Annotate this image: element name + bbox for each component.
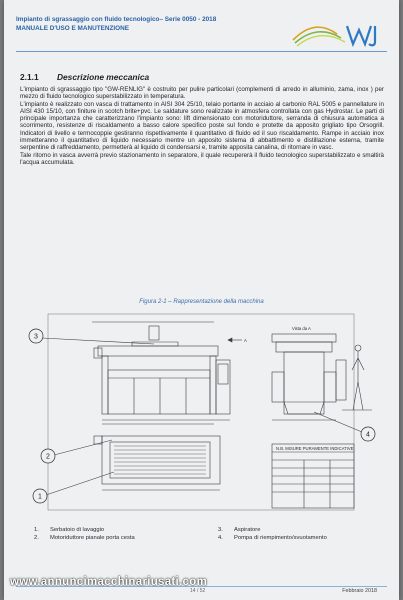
section-number: 2.1.1 xyxy=(20,72,39,82)
view-label: Vista da A xyxy=(292,326,311,331)
page-number: 14 / 52 xyxy=(190,588,206,594)
legend-item: 2. Motoriduttore pianale porta cesta xyxy=(34,535,135,541)
footer-date: Febbraio 2018 xyxy=(342,588,377,594)
header-title: Impianto di sgrassaggio con fluido tecnologico– Serie 0050 - 2018 xyxy=(16,16,217,23)
legend-item: 1. Serbatoio di lavaggio xyxy=(34,527,105,533)
arrow-label: A xyxy=(244,338,247,343)
machine-drawing xyxy=(14,312,390,520)
page-header xyxy=(16,14,387,52)
description-text xyxy=(20,86,384,166)
legend-item: 3. Aspiratore xyxy=(218,527,261,533)
legend-left xyxy=(34,526,135,542)
paragraph: Tale ritorno in vasca avverrà previo stazionamento in separatore, il quale recupererà il fluido tecnologico superstabilizzato e smaltirà l'acqua accumulata. xyxy=(20,151,384,166)
watermark: www.annuncimacchinariusati.com xyxy=(10,576,208,588)
company-logo-icon xyxy=(289,20,385,48)
section-heading xyxy=(20,72,149,82)
callout-label: 1 xyxy=(38,493,42,501)
callout-label: 4 xyxy=(366,431,370,439)
title-block-heading: N.B. MISURE PURAMENTE INDICATIVE xyxy=(276,446,354,451)
legend-right xyxy=(218,526,327,542)
figure-caption: Figura 2-1 – Rappresentazione della macchina xyxy=(139,299,264,305)
legend-item: 4. Pompa di riempimento/svuotamento xyxy=(218,535,327,541)
callout-label: 3 xyxy=(34,333,38,341)
header-subtitle: MANUALE D'USO E MANUTENZIONE xyxy=(16,25,130,32)
paragraph: L'impianto è realizzato con vasca di trattamento in AISI 304 25/10, telaio portante in acciaio al carbonio RAL 5005 e pannellature in AISI 430 15/10, con finiture in scotch brite+pvc. Le saldature sono realizzate in atmosfera controllata con gas Hydrostar. Le parti di principale importanza che caratterizzano l'impianto sono: lift dimensionato con motoriduttore, serranda di chiusura automatica a scorrimento, resistenze di riscaldamento a basso calore specifico poste sul fondo e protette da apposito grigliato tipo Orsogrill. Indicatori di livello e termocoppie gestiranno rispettivamente il quantitativo di fluido ed il suo riscaldamento. Rampe in acciaio inox immetteranno il quantitativo di liquido necessario mentre un apposito sistema di abbattimento e distillazione esterna, tramite serpentine di raffreddamento, permetterà al liquido di condensarsi e, tramite apposita canalina, di ritornare in vasc. xyxy=(20,100,384,152)
callout-label: 2 xyxy=(46,453,50,461)
manual-page xyxy=(4,0,399,600)
paragraph: L'impianto di sgrassaggio tipo "GW-RENLIG" è costruito per pulire particolari (complementi di arredo in alluminio, zama, inox ) per mezzo di fluido tecnologico superstabilizzato in temperatura. xyxy=(20,86,384,101)
section-title: Descrizione meccanica xyxy=(56,72,150,82)
